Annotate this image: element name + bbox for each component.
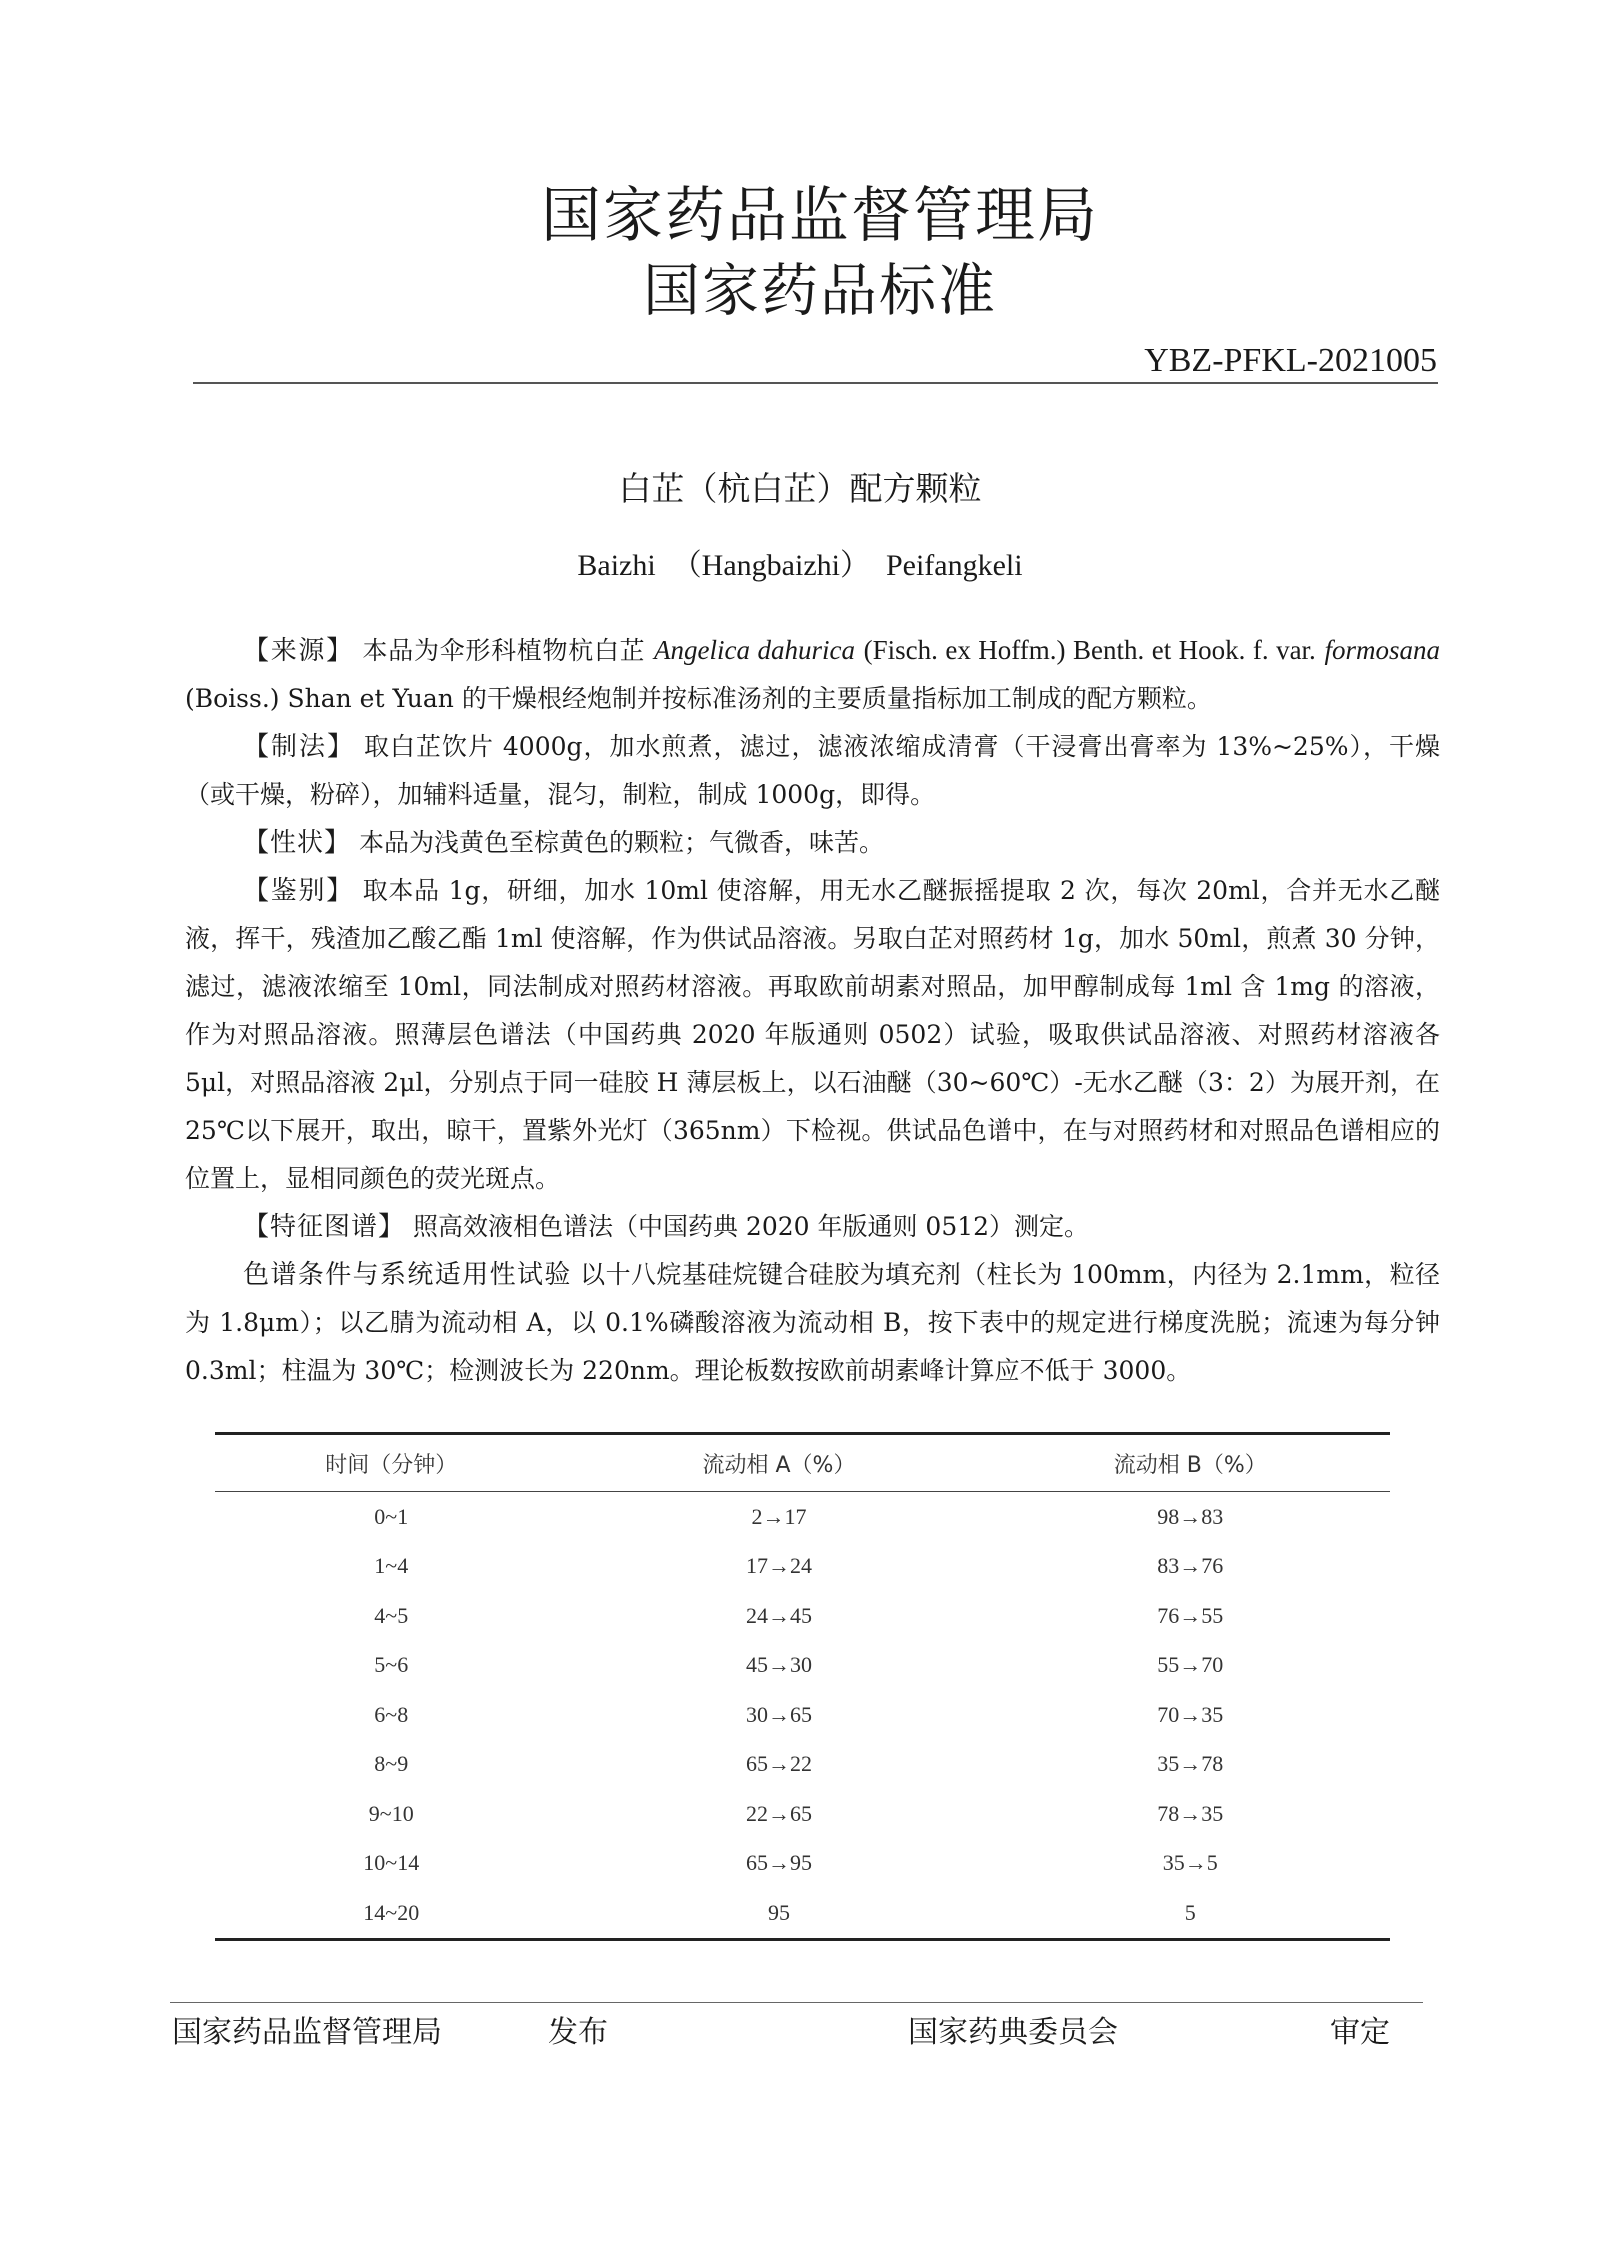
table-row xyxy=(215,1542,1390,1592)
cell-phase-b: 70→35 xyxy=(1157,1701,1224,1727)
cell-time: 6~8 xyxy=(374,1701,409,1727)
header-phase-a: 流动相 A（%） xyxy=(568,1434,991,1492)
cell-time: 14~20 xyxy=(215,1888,568,1939)
section-source xyxy=(185,626,1440,723)
cell-phase-b: 5 xyxy=(991,1888,1391,1939)
cell-phase-a: 45→30 xyxy=(746,1652,812,1678)
cell-phase-b: 83→76 xyxy=(1157,1553,1224,1579)
method-text: 取白芷饮片 4000g，加水煎煮，滤过，滤液浓缩成清膏（干浸膏出膏率为 13%~25%），干燥（或干燥，粉碎），加辅料适量，混匀，制粒，制成 1000g，即得。 xyxy=(185,732,1440,809)
cell-phase-a: 65→95 xyxy=(746,1850,812,1876)
cell-phase-a: 24→45 xyxy=(746,1602,812,1628)
conditions-text: 以十八烷基硅烷键合硅胶为填充剂（柱长为 100mm，内径为 2.1mm，粒径为 1.8μm）；以乙腈为流动相 A，以 0.1%磷酸溶液为流动相 B，按下表中的规定进行梯度洗脱；流速为每分钟 0.3ml；柱温为 30℃；检测波长为 220nm。理论板数按欧前胡素峰计算应不低于 3000。 xyxy=(185,1260,1440,1385)
section-fingerprint xyxy=(185,1203,1440,1251)
source-text-b: (Fisch. ex Hoffm.) Benth. et Hook. f. var. xyxy=(863,635,1316,665)
cell-phase-a: 17→24 xyxy=(746,1553,812,1579)
cell-time: 8~9 xyxy=(374,1751,409,1777)
table-header-row xyxy=(215,1434,1390,1492)
source-latin-1: Angelica dahurica xyxy=(654,635,855,665)
section-character xyxy=(185,819,1440,867)
cell-time: 0~1 xyxy=(374,1503,409,1529)
table-row xyxy=(215,1591,1390,1641)
source-label: 【来源】 xyxy=(243,636,354,666)
identification-text: 取本品 1g，研细，加水 10ml 使溶解，用无水乙醚振摇提取 2 次，每次 20ml，合并无水乙醚液，挥干，残渣加乙酸乙酯 1ml 使溶解，作为供试品溶液。另取白芷对照药材 1g，加水 50ml，煎煮 30 分钟，滤过，滤液浓缩至 10ml，同法制成对照药材溶液。再取欧前胡素对照品，加甲醇制成每 1ml 含 1mg 的溶液，作为对照品溶液。照薄层色谱法（中国药典 2020 年版通则 0502）试验，吸取供试品溶液、对照药材溶液各 5μl，对照品溶液 2μl，分别点于同一硅胶 H 薄层板上，以石油醚（30~60℃）-无水乙醚（3：2）为展开剂，在 25℃以下展开，取出，晾干，置紫外光灯（365nm）下检视。供试品色谱中，在与对照药材和对照品色谱相应的位置上，显相同颜色的荧光斑点。 xyxy=(185,876,1440,1193)
source-latin-2: formosana xyxy=(1324,635,1440,665)
cell-phase-b: 35→78 xyxy=(1157,1751,1224,1777)
section-identification xyxy=(185,867,1440,1203)
header-time: 时间（分钟） xyxy=(215,1434,568,1492)
standard-title: 国家药品标准 xyxy=(643,258,997,324)
footer-publish-action: 发布 xyxy=(548,2015,608,2050)
footer-review-action: 审定 xyxy=(1330,2015,1390,2050)
source-text-a: 本品为伞形科植物杭白芷 xyxy=(362,636,646,665)
cell-phase-b: 35→5 xyxy=(1162,1850,1218,1876)
product-name-en-part1: Baizhi xyxy=(577,549,656,582)
cell-phase-a: 30→65 xyxy=(746,1701,812,1727)
cell-time: 10~14 xyxy=(363,1850,420,1876)
cell-phase-b: 98→83 xyxy=(1157,1503,1224,1529)
section-method xyxy=(185,723,1440,819)
footer-reviewer: 国家药典委员会 xyxy=(908,2015,1118,2050)
product-name-en xyxy=(0,540,1600,584)
table-row xyxy=(215,1641,1390,1691)
cell-phase-a: 22→65 xyxy=(746,1800,812,1826)
product-name-en-part3: Peifangkeli xyxy=(885,549,1023,582)
fingerprint-label: 【特征图谱】 xyxy=(243,1212,406,1242)
cell-phase-b: 55→70 xyxy=(1157,1652,1224,1678)
cell-phase-a: 65→22 xyxy=(746,1751,812,1777)
table-row xyxy=(215,1690,1390,1740)
cell-phase-a: 2→17 xyxy=(751,1503,807,1529)
table-row xyxy=(215,1839,1390,1889)
agency-title: 国家药品监督管理局 xyxy=(541,181,1099,251)
cell-time: 4~5 xyxy=(374,1602,409,1628)
method-label: 【制法】 xyxy=(243,732,355,762)
monograph-body xyxy=(185,626,1440,1395)
product-name-en-part2: （Hangbaizhi） xyxy=(671,549,870,582)
section-conditions xyxy=(185,1251,1440,1395)
cell-time: 5~6 xyxy=(374,1652,409,1678)
cell-phase-b: 78→35 xyxy=(1157,1800,1224,1826)
footer-publisher: 国家药品监督管理局 xyxy=(172,2015,442,2050)
source-text-c: (Boiss.) Shan et Yuan 的干燥根经炮制并按标准汤剂的主要质量指标加工制成的配方颗粒。 xyxy=(185,684,1212,713)
character-label: 【性状】 xyxy=(243,828,352,858)
table-row xyxy=(215,1740,1390,1790)
table-row xyxy=(215,1888,1390,1939)
table-row xyxy=(215,1789,1390,1839)
identification-label: 【鉴别】 xyxy=(243,876,354,906)
character-text: 本品为浅黄色至棕黄色的颗粒；气微香，味苦。 xyxy=(358,828,884,857)
conditions-label: 色谱条件与系统适用性试验 xyxy=(243,1260,572,1290)
cell-time: 1~4 xyxy=(374,1553,409,1579)
gradient-table xyxy=(215,1432,1390,1941)
table-row xyxy=(215,1492,1390,1542)
cell-time: 9~10 xyxy=(368,1800,414,1826)
cell-phase-b: 76→55 xyxy=(1157,1602,1224,1628)
product-name-cn: 白芷（杭白芷）配方颗粒 xyxy=(618,469,982,508)
header-phase-b: 流动相 B（%） xyxy=(991,1434,1391,1492)
header-divider xyxy=(193,382,1438,384)
fingerprint-text: 照高效液相色谱法（中国药典 2020 年版通则 0512）测定。 xyxy=(412,1212,1090,1241)
standard-code: YBZ-PFKL-2021005 xyxy=(1144,342,1437,379)
cell-phase-a: 95 xyxy=(568,1888,991,1939)
footer-divider xyxy=(170,2002,1423,2003)
